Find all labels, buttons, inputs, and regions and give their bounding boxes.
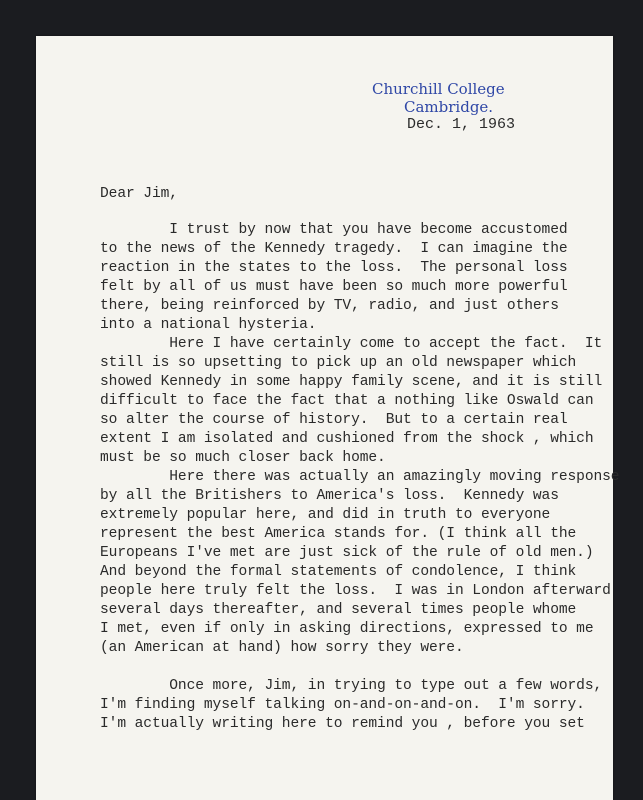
body-line: I'm actually writing here to remind you , before you set bbox=[100, 716, 585, 732]
body-line: Here I have certainly come to accept the fact. It bbox=[100, 336, 603, 352]
body-line: I trust by now that you have become accustomed bbox=[100, 222, 568, 238]
body-line: (an American at hand) how sorry they were. bbox=[100, 640, 464, 656]
body-line: so alter the course of history. But to a certain real bbox=[100, 412, 568, 428]
body-line: Here there was actually an amazingly moving response bbox=[100, 469, 620, 485]
body-line: showed Kennedy in some happy family scene, and it is still bbox=[100, 374, 603, 390]
body-line: felt by all of us must have been so much more powerful bbox=[100, 279, 568, 295]
body-line: extremely popular here, and did in truth to everyone bbox=[100, 507, 551, 523]
body-line: difficult to face the fact that a nothing like Oswald can bbox=[100, 393, 594, 409]
letterhead-city: Cambridge. bbox=[404, 98, 494, 116]
salutation: Dear Jim, bbox=[100, 186, 178, 202]
body-line: there, being reinforced by TV, radio, and just others bbox=[100, 298, 559, 314]
body-line: people here truly felt the loss. I was in London afterward bbox=[100, 583, 611, 599]
letter-date: Dec. 1, 1963 bbox=[407, 116, 516, 133]
body-line: to the news of the Kennedy tragedy. I can imagine the bbox=[100, 241, 568, 257]
body-line: Europeans I've met are just sick of the rule of old men.) bbox=[100, 545, 594, 561]
body-line: reaction in the states to the loss. The personal loss bbox=[100, 260, 568, 276]
body-line: represent the best America stands for. (I think all the bbox=[100, 526, 577, 542]
body-line: into a national hysteria. bbox=[100, 317, 317, 333]
body-line: Once more, Jim, in trying to type out a few words, bbox=[100, 678, 603, 694]
body-line: I'm finding myself talking on-and-on-and-on. I'm sorry. bbox=[100, 697, 585, 713]
body-line: still is so upsetting to pick up an old newspaper which bbox=[100, 355, 577, 371]
body-line: by all the Britishers to America's loss. Kennedy was bbox=[100, 488, 559, 504]
letter-body bbox=[100, 221, 630, 732]
letterhead-college: Churchill College bbox=[372, 80, 505, 98]
body-line: must be so much closer back home. bbox=[100, 450, 386, 466]
body-line: I met, even if only in asking directions, expressed to me bbox=[100, 621, 594, 637]
body-line: And beyond the formal statements of condolence, I think bbox=[100, 564, 577, 580]
body-line: several days thereafter, and several times people whome bbox=[100, 602, 577, 618]
body-line: extent I am isolated and cushioned from the shock , which bbox=[100, 431, 594, 447]
